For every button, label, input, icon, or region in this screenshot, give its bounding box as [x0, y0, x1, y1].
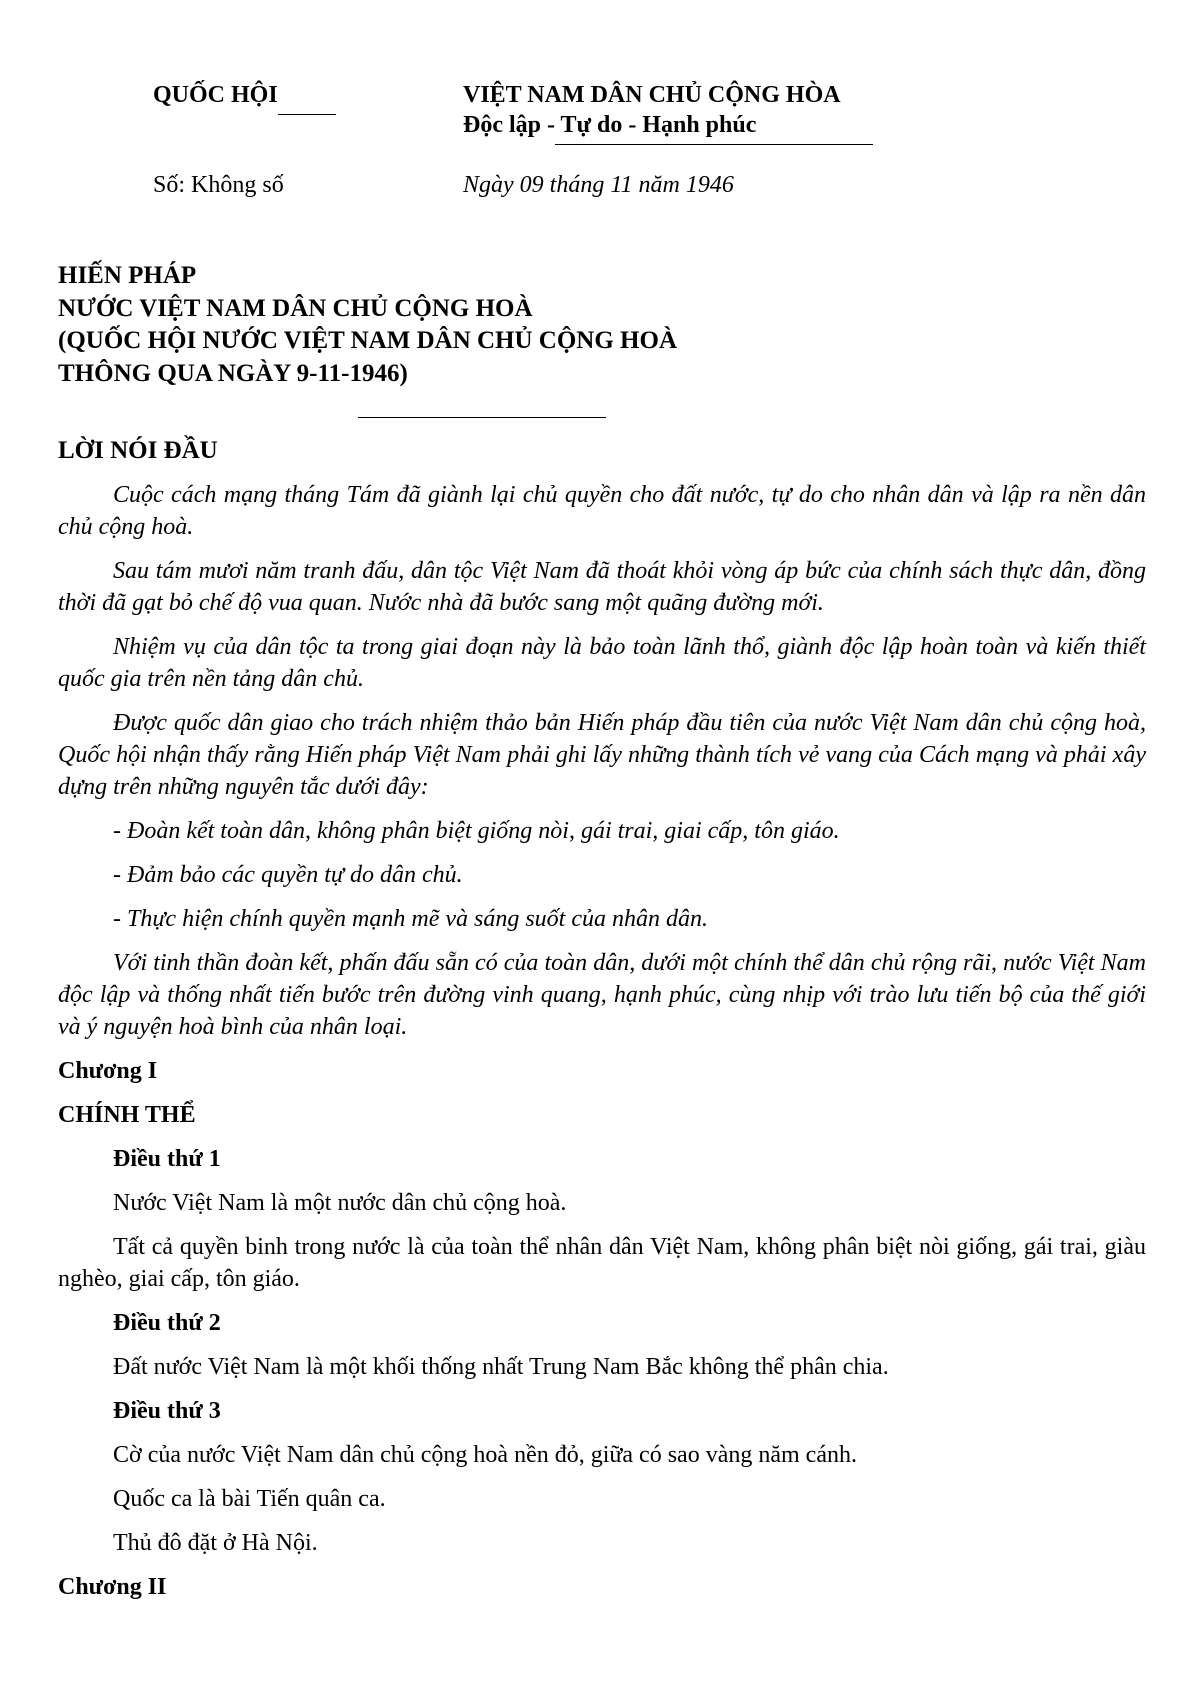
- preamble-paragraph: Được quốc dân giao cho trách nhiệm thảo bản Hiến pháp đầu tiên của nước Việt Nam dân chủ cộng hoà, Quốc hội nhận thấy rằng Hiến pháp Việt Nam phải ghi lấy những thành tích vẻ vang của Cách mạng và phải xây dựng trên những nguyên tắc dưới đây:: [58, 710, 1146, 800]
- preamble-principle: - Thực hiện chính quyền mạnh mẽ và sáng suốt của nhân dân.: [113, 906, 708, 932]
- title-divider: [358, 417, 606, 418]
- preamble-paragraph: Cuộc cách mạng tháng Tám đã giành lại chủ quyền cho đất nước, tự do cho nhân dân và lập ra nền dân chủ cộng hoà.: [58, 482, 1146, 540]
- title-line-3: (QUỐC HỘI NƯỚC VIỆT NAM DÂN CHỦ CỘNG HOÀ: [58, 327, 677, 354]
- article-label: Điều thứ 1: [113, 1146, 221, 1172]
- chapter-label: Chương I: [58, 1058, 158, 1084]
- preamble-principle: - Đảm bảo các quyền tự do dân chủ.: [113, 862, 463, 888]
- document-body: [58, 435, 1146, 1603]
- national-motto: Độc lập - Tự do - Hạnh phúc: [463, 112, 757, 138]
- chapter-label: Chương II: [58, 1574, 167, 1600]
- document-page: [58, 0, 1146, 1696]
- article-paragraph: Cờ của nước Việt Nam dân chủ cộng hoà nền đỏ, giữa có sao vàng năm cánh.: [113, 1442, 857, 1468]
- preamble-principle: - Đoàn kết toàn dân, không phân biệt giống nòi, gái trai, giai cấp, tôn giáo.: [113, 818, 840, 844]
- document-date: Ngày 09 tháng 11 năm 1946: [463, 172, 734, 198]
- article-label: Điều thứ 2: [113, 1310, 221, 1336]
- title-line-2: NƯỚC VIỆT NAM DÂN CHỦ CỘNG HOÀ: [58, 294, 533, 322]
- issuer-underline: [278, 114, 336, 115]
- article-paragraph: Tất cả quyền binh trong nước là của toàn thể nhân dân Việt Nam, không phân biệt nòi giống, gái trai, giàu nghèo, giai cấp, tôn giáo.: [58, 1234, 1146, 1292]
- article-paragraph: Nước Việt Nam là một nước dân chủ cộng hoà.: [113, 1190, 567, 1216]
- preamble-paragraph: Với tinh thần đoàn kết, phấn đấu sẵn có của toàn dân, dưới một chính thể dân chủ rộng rãi, nước Việt Nam độc lập và thống nhất tiến bước trên đường vinh quang, hạnh phúc, cùng nhịp với trào lưu tiến bộ của thế giới và ý nguyện hoà bình của nhân loại.: [58, 950, 1146, 1040]
- preamble-paragraph: Nhiệm vụ của dân tộc ta trong giai đoạn này là bảo toàn lãnh thổ, giành độc lập hoàn toàn và kiến thiết quốc gia trên nền tảng dân chủ.: [58, 634, 1146, 692]
- issuer-name: QUỐC HỘI: [153, 82, 278, 108]
- title-line-4: THÔNG QUA NGÀY 9-11-1946): [58, 359, 408, 387]
- document-title: [58, 260, 677, 390]
- article-paragraph: Đất nước Việt Nam là một khối thống nhất Trung Nam Bắc không thể phân chia.: [113, 1354, 889, 1380]
- chapter-name: CHÍNH THỂ: [58, 1102, 196, 1128]
- article-paragraph: Quốc ca là bài Tiến quân ca.: [113, 1486, 386, 1512]
- preamble-paragraph: Sau tám mươi năm tranh đấu, dân tộc Việt Nam đã thoát khỏi vòng áp bức của chính sách thực dân, đồng thời đã gạt bỏ chế độ vua quan. Nước nhà đã bước sang một quãng đường mới.: [58, 558, 1146, 616]
- article-paragraph: Thủ đô đặt ở Hà Nội.: [113, 1530, 318, 1556]
- motto-underline: [555, 144, 873, 145]
- article-label: Điều thứ 3: [113, 1398, 221, 1424]
- title-line-1: HIẾN PHÁP: [58, 262, 197, 289]
- country-name: VIỆT NAM DÂN CHỦ CỘNG HÒA: [463, 82, 841, 108]
- preamble-heading: LỜI NÓI ĐẦU: [58, 437, 218, 464]
- document-number: Số: Không số: [153, 172, 284, 198]
